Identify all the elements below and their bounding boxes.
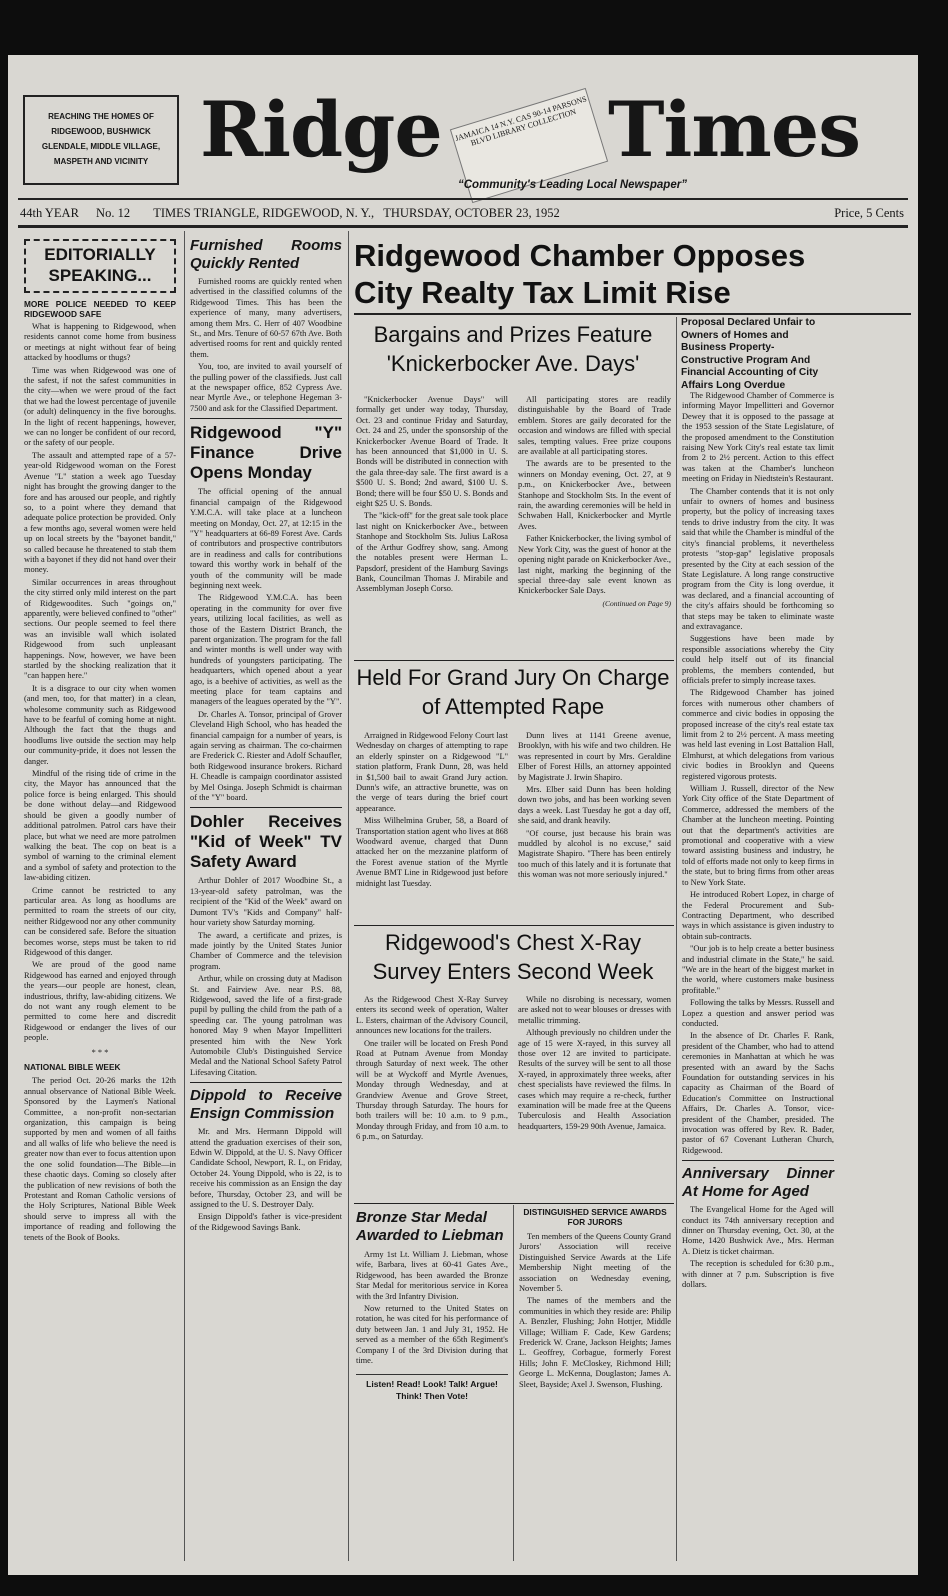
editorial-paragraph: The period Oct. 20-26 marks the 12th annual observance of National Bible Week. Sponsored by the Laymen's National Committee, a non-profit non-sectarian organization, this campaign is being supported by men and women of all faiths and all walks of life who believe the need is greater now than ever to focus attention upon the one solid foundation—The Bible—in these chaotic days. Coming so closely after the publication of new revisions of both the Protestant and Roman Catholic versions of the Holy Scriptures, National Bible Week should serve to impress all with the importance of reading and following the tenets of the Book of Books.: [24, 1076, 176, 1242]
article-paragraph: The award, a certificate and prizes, is made jointly by the United States Junior Chamber of Commerce and the television program.: [190, 930, 342, 971]
bargains-col-a: [356, 395, 508, 597]
article-paragraph: Arthur Dohler of 2017 Woodbine St., a 13-year-old safety patrolman, was the recipient of the "Kid of the Week" award on Dumont TV's "Kids and Company" half-hour variety show Saturday morning.: [190, 876, 342, 928]
article-paragraph: Army 1st Lt. William J. Liebman, whose wife, Barbara, lives at 60-41 Gates Ave., Ridgewood, has been awarded the Bronze Star Medal for meritorious service in Korea with the 3rd Infantry Division.: [356, 1250, 508, 1301]
library-stamp-text: JAMAICA 14 N.Y. CAS 90-14 PARSONS BLVD LIBRARY COLLECTION: [453, 94, 588, 148]
xray-headline: Ridgewood's Chest X-Ray Survey Enters Second Week: [372, 930, 654, 984]
tagline-text: Community's Leading Local Newspaper: [463, 179, 682, 191]
dateline-date: THURSDAY, OCTOBER 23, 1952: [383, 206, 560, 220]
editorial-paragraph: Crime cannot be restricted to any particular area. As long as hoodlums are permitted to roam the streets of our city, neither Ridgewood nor any other community can be considered safe. Before the situation becomes worse, steps must be taken to rid Ridgewood of this danger.: [24, 885, 176, 957]
article-paragraph: He introduced Robert Lopez, in charge of the Federal Procurement and Sub-Contracting Department, who described ways in which assistance is given industry to obtain sub-contracts.: [682, 890, 834, 941]
masthead-title-left: Ridge: [200, 85, 442, 174]
column-rule: [676, 317, 677, 1561]
article-paragraph: The names of the members and the communities in which they reside are: Philip A. Benzler, Flushing; John Hottjer, Middle Village; William F. Cade, Kew Gardens; Frederick W. Crane, Jackson Heights; James L. Geoffrey, Corbague, formerly Forest Hills; John F. McCloskey, Richmond Hill; George L. McKenna, Douglaston; James A. Sleet, Bayside; Axel J. Swenson, Flushing.: [519, 1296, 671, 1389]
column-two: [190, 237, 342, 1235]
editorial-paragraph: What is happening to Ridgewood, when residents cannot come home from business or meetings at night without fear of being attacked by hoodlums or thugs?: [24, 322, 176, 363]
editorial-paragraph: Mindful of the rising tide of crime in the city, the Mayor has announced that the police force is being enlarged. This should be done without delay—and Ridgewood should be given a goodly number of additional patrolmen. Patrol cars have their place, but what we need are more patrolmen walking the beat. The cop on beat is a symbol of warning to the criminal element and a symbol of safety and protection to the law-abiding citizen.: [24, 769, 176, 883]
grand-jury-headline: Held For Grand Jury On Charge of Attempted Rape: [356, 665, 670, 719]
article-paragraph: The reception is scheduled for 6:30 p.m., with dinner at 7 p.m. Subscription is five dollars.: [682, 1259, 834, 1290]
article-paragraph: As the Ridgewood Chest X-Ray Survey enters its second week of operation, Walter L. Esters, chairman of the Advisory Council, announces new locations for the trailers.: [356, 995, 508, 1036]
article-paragraph: Miss Wilhelmina Gruber, 58, a Board of Transportation station agent who lives at 868 Woodward avenue, charged that Dunn attacked her on the mezzanine platform of the Forest avenue station of the Myrtle Avenue BMT Line in Ridgewood just before midnight last Tuesday.: [356, 816, 508, 888]
chamber-story: [682, 391, 834, 1293]
masthead-rule-top: [18, 198, 908, 200]
article-paragraph: Suggestions have been made by responsible associations whereby the City could help itself out of its financial problems, the members contended, but officials prefer to simply increase taxes.: [682, 634, 834, 685]
newspaper-page: [8, 55, 918, 1575]
article-paragraph: All participating stores are readily distinguishable by the Board of Trade emblem. Stores are gaily decorated for the occasion and windows are filled with special sales, tempting values. Free prize coupons are available at all participating stores.: [518, 395, 671, 457]
chamber-subhead: [681, 317, 831, 392]
chamber-subhead-text: Proposal Declared Unfair to Owners of Homes and Business Property-Constructive Program And Financial Accounting of City Affairs Long Overdue: [681, 317, 819, 391]
vote-tagline: Listen! Read! Look! Talk! Argue! Think! Then Vote!: [356, 1374, 508, 1402]
masthead-rule-bottom: [18, 225, 908, 228]
article-paragraph: Arthur, while on crossing duty at Madison St. and Fairview Ave. near P.S. 88, Ridgewood, saved the life of a first-grade pupil by pulling the child from the path of a speeding car. The young patrolman was honored May 9 when Mayor Impellitteri presented him with the New York Automobile Club's Distinguished Service Medal and the National School Safety Patrol Lifesaving Citation.: [190, 974, 342, 1077]
article-paragraph: "Knickerbocker Avenue Days" will formally get under way today, Thursday, Oct. 23 and continue Friday and Saturday, Oct. 24 and 25, under the sponsorship of the Knickerbocker Avenue Board of Trade. It has been announced that $1,000 in U. S. Bonds will be distributed in connection with the gala three-day sale. The first award is a $500 U. S. Bond; 2nd award, $100 U. S. Bond; there will be four $50 U. S. Bonds and eight $25 U. S. Bonds.: [356, 395, 508, 509]
editorial-header-text: EDITORIALLY SPEAKING...: [44, 245, 156, 285]
article-paragraph: Dunn lives at 1141 Greene avenue, Brooklyn, with his wife and two children. He was represented in court by Mrs. Geraldine Elber of Forest Hills, an attorney appointed by Magistrate J. Irwin Shapiro.: [518, 731, 671, 782]
dateline-year: 44th YEAR: [20, 206, 79, 220]
article-paragraph: One trailer will be located on Fresh Pond Road at Putnam Avenue from Monday through Saturday of next week. The other will be at Wyckoff and Myrtle Avenues, Monday through Wednesday, and at Grandview Avenue and Grove Street, Thursday through Saturday. The hours for both trailers will be: 10 a.m. to 9 p.m., Monday through Friday, and from 10 a.m. to 6 p.m., on Saturday.: [356, 1038, 508, 1142]
article-paragraph: "Our job is to help create a better business and industrial climate in the State," he said. "We are in the heart of the biggest market in the world, where customers make business profitable.": [682, 944, 834, 995]
bronze-star-story: [356, 1209, 508, 1402]
continued-note: (Continued on Page 9): [602, 598, 671, 608]
article-paragraph: The Ridgewood Y.M.C.A. has been operating in the community for over five years, utilizing local facilities, as well as those of the Eastern District Branch, the parent organization. The program for the fall and winter months is well under way with hundreds of youngsters participating. The headquarters, which opened about a year ago, is a beehive of activities, as well as the meeting place for team captains and managers of the leagues operated by the "Y".: [190, 593, 342, 707]
article-paragraph: In the absence of Dr. Charles F. Rank, president of the Chamber, who had to attend ceremonies in Manhattan at which he was presented with an award by the Sachs Foundation for outstanding services in his capacity as Chairman of the Board of Education's Committee on Instructional Affairs, Dr. Charles A. Tonsor, vice-president of the Chamber, presided. The invocation was offered by Rev. R. Bader, pastor of 67 Covenant Lutheran Church, Ridgewood.: [682, 1031, 834, 1155]
article-paragraph: Now returned to the United States on rotation, he was cited for his performance of duty between Jan. 1 and July 31, 1952. He served as a member of the 65th Regiment's Company I of the 3rd Division during that time.: [356, 1304, 508, 1366]
article-paragraph: William J. Russell, director of the New York City office of the State Department of Commerce, addressed the members of the Chamber at the luncheon meeting. Pointing out that the department's activities are promotional and cooperative with a view toward assisting business and industry, he told of efforts made not only to keep firms in the state, but to bring firms from other areas to New York State.: [682, 784, 834, 887]
article-paragraph: The Ridgewood Chamber of Commerce is informing Mayor Impellitteri and Governor Dewey that it is opposed to the passage at the 1953 session of the State Legislature, of the proposed amendment to the Constitution raising New York City's real estate tax limit from 2 to 2½ percent. Action to this effect was taken at the Chamber's luncheon meeting on Friday in Niedtstein's Restaurant.: [682, 391, 834, 484]
xray-col-b: [518, 995, 671, 1134]
distinguished-story: [519, 1207, 671, 1392]
furnished-rooms-headline: Furnished Rooms Quickly Rented: [190, 237, 342, 272]
editorial-header: [24, 239, 176, 293]
masthead-title-right: Times: [608, 85, 860, 174]
article-paragraph: Ten members of the Queens County Grand Jurors' Association will receive Distinguished Service Awards at the Life Membership Night meeting of the association on Wednesday evening, November 5.: [519, 1232, 671, 1294]
xray-col-a: [356, 995, 508, 1145]
y-finance-headline: Ridgewood "Y" Finance Drive Opens Monday: [190, 423, 342, 483]
separator-stars: * * *: [91, 1047, 109, 1057]
reach-box-text: REACHING THE HOMES OF RIDGEWOOD, BUSHWICK GLENDALE, MIDDLE VILLAGE, MASPETH AND VICINITY: [41, 112, 161, 166]
article-paragraph: The Chamber contends that it is not only unfair to owners of homes and business property, but the policy of increasing taxes tends to drive industry from the city. It was said that while the Chamber is mindful of the city's financial problems, it nevertheless protests "stop-gap" legislative proposals presented by the City at each session of the State Legislature. A long range constructive program from the City is long overdue, it was declared, and a financial accounting of the city's affairs should be forthcoming so that steps may be taken to eliminate waste and extravagance.: [682, 486, 834, 631]
article-paragraph: Arraigned in Ridgewood Felony Court last Wednesday on charges of attempting to rape an elderly spinster on a Ridgewood "L" station platform, Frank Dunn, 28, was held in $1,500 bail to await Grand Jury action. Dunn's wife, an attractive brunette, was on the verge of tears during the brief court appearance.: [356, 731, 508, 813]
article-paragraph: You, too, are invited to avail yourself of the pulling power of the classifieds. Just call at the newspaper office, 852 Cypress Ave. near Myrtle Ave., or telephone Hegeman 3-7500 and ask for the Classified Department.: [190, 362, 342, 413]
distinguished-headline: DISTINGUISHED SERVICE AWARDS FOR JURORS: [523, 1207, 667, 1227]
article-paragraph: Father Knickerbocker, the living symbol of New York City, was the guest of honor at the opening night parade on Knickerbocker Ave., last night, marking the beginning of the special three-day sale event known as Knickerbocker Sale Days.: [518, 534, 671, 596]
article-paragraph: The Ridgewood Chamber has joined forces with numerous other chambers of commerce and civic bodies in opposing the proposed increase of the city's real estate tax limit from 2 to 2½ percent. A mass meeting was held last evening in Lost Battalion Hall, Elmhurst, at which delegations from various civic bodies in Brooklyn and Queens registered vigorous protests.: [682, 688, 834, 781]
tagline: “Community's Leading Local Newspaper”: [458, 179, 687, 191]
article-paragraph: "Of course, just because his brain was muddled by alcohol is no excuse," said Magistrate Shapiro. "There has been entirely too much of this lately and it is fortunate that this woman was not more seriously injured.": [518, 828, 671, 880]
column-rule: [348, 231, 349, 1561]
jury-col-b: [518, 731, 671, 883]
article-paragraph: Furnished rooms are quickly rented when advertised in the classified columns of the Ridgewood Times. This has been the experience of many, many advertisers, among them Mrs. C. Herr of 407 Woodbine St., and Mrs. Tenure of 60-57 67th Ave. Both advertised rooms for rent and quickly rented them.: [190, 277, 342, 359]
article-paragraph: The "kick-off" for the great sale took place last night on Knickerbocker Ave., between Stanhope and Stockholm Sts. Julius LaRosa of the Arthur Godfrey show, sang. Among the notables present were Herman L. Papsdorf, president of the Hamburg Savings Bank, Councilman Thomas J. Mirabile and Assemblyman Joseph Corso.: [356, 511, 508, 594]
lead-headline: Ridgewood Chamber Opposes City Realty Tax Limit Rise: [354, 238, 806, 310]
article-paragraph: The Evangelical Home for the Aged will conduct its 74th anniversary reception and dinner on Thursday evening, Oct. 30, at the Home, 1420 Bushwick Ave., Mrs. Herman A. Dietz is ticket chairman.: [682, 1205, 834, 1256]
dippold-headline: Dippold to Receive Ensign Commission: [190, 1087, 342, 1123]
editorial-column: [24, 299, 176, 1245]
dateline-number: No. 12: [96, 206, 131, 220]
article-paragraph: Mr. and Mrs. Hermann Dippold will attend the graduation exercises of their son, Edwin W. Dippold, at the U. S. Navy Officer Candidate School, Newport, R. I., on Friday, October 24. Young Dippold, who is 22, is to receive his commission as an Ensign the day before, Thursday, October 23, and will be assigned to the U. S. Destroyer Daly.: [190, 1127, 342, 1210]
bronze-star-headline: Bronze Star Medal Awarded to Liebman: [356, 1209, 504, 1244]
editorial-paragraph: It is a disgrace to our city when women (and men, too, for that matter) in a clean, wholesome community such as Ridgewood have to be fearful of coming home at night. Although the fact that the thugs and hoodlums live outside the section may help our community-pride, it does not lessen the danger.: [24, 683, 176, 766]
dateline-location: TIMES TRIANGLE, RIDGEWOOD, N. Y.,: [153, 206, 375, 220]
bargains-headline: Bargains and Prizes Feature 'Knickerbocker Ave. Days': [373, 322, 653, 376]
dateline-price: Price, 5 Cents: [834, 206, 904, 220]
editorial-paragraph: Similar occurrences in areas throughout the city stirred only mild interest on the part of Ridgewoodites. Such "goings on," apparently, were believed confined to "other" sections. Our people seemed to feel there was an invisible wall which isolated Ridgewood from such unpleasant happenings. Now, however, we have been startled by the shocking realization that it "can happen here.": [24, 577, 176, 681]
article-paragraph: Ensign Dippold's father is vice-president of the Ridgewood Savings Bank.: [190, 1212, 342, 1232]
reach-box: [23, 95, 179, 185]
anniversary-headline: Anniversary Dinner At Home for Aged: [682, 1165, 834, 1201]
dohler-headline: Dohler Receives "Kid of Week" TV Safety Award: [190, 812, 342, 872]
article-paragraph: The official opening of the annual financial campaign of the Ridgewood Y.M.C.A. will take place at a luncheon meeting on Monday, Oct. 27, at 12:15 in the "Y" headquarters at 66-89 Forest Ave. Cards of contributors and prospective contributors are in readiness and calls for contributions toward this worthy work in behalf of the youth of the community will be made beginning next week.: [190, 487, 342, 590]
editorial-paragraph: We are proud of the good name Ridgewood has earned and enjoyed through the years—our people are honest, clean, industrious, thrifty, law-abiding citizens. We do not want any rough element to be permitted to come here and discredit Ridgewood or endanger the lives of our people.: [24, 960, 176, 1043]
article-paragraph: While no disrobing is necessary, women are asked not to wear blouses or dresses with metallic trimming.: [518, 995, 671, 1025]
editorial-paragraph: Time was when Ridgewood was one of the safest, if not the safest communities in the city—when we were proud of the fact that we had the lowest percentage of juvenile (or adult) delinquency in the five boroughs. In the light of recent happenings, however, we can no longer be confident of our record, or the safety of our people.: [24, 365, 176, 448]
bible-week-subhead: NATIONAL BIBLE WEEK: [24, 1062, 121, 1073]
editorial-subhead: MORE POLICE NEEDED TO KEEP RIDGEWOOD SAFE: [24, 299, 176, 319]
article-paragraph: Mrs. Elber said Dunn has been holding down two jobs, and has been working seven days a week. Last Tuesday he got a day off, she said, and drank heavily.: [518, 785, 671, 826]
article-paragraph: Dr. Charles A. Tonsor, principal of Grover Cleveland High School, who has headed the financial campaign for a number of years, is again serving as chairman. The co-chairmen are Frederick C. Riester and Adolf Schaufler, both Ridgewood insurance brokers. Richard H. Cheadle is campaign coordinator assisted by Mel Osinga. Joseph Schmidt is chairman of the "Y" board.: [190, 709, 342, 803]
bargains-col-b: [518, 395, 671, 609]
article-paragraph: Following the talks by Messrs. Russell and Lopez a question and answer period was conducted.: [682, 998, 835, 1028]
dateline: [20, 206, 906, 221]
article-paragraph: Although previously no children under the age of 15 were X-rayed, in this survey all those over 12 are invited to participate. Results of the survey will be sent to all those X-rayed, in approximately three weeks, after chest specialists have reviewed the films. In cases which may require a re-check, further examination will be made free at the Queens Tuberculosis and Health Association headquarters, 159-29 90th Avenue, Jamaica.: [518, 1028, 671, 1131]
article-paragraph: The awards are to be presented to the winners on Monday evening, Oct. 27, at 9 p.m., on Knickerbocker Ave., between Stanhope and Stockholm Sts. In the event of rain, the awarding ceremonies will be held in Schwaben Hall, Knickerbocker and Myrtle Aves.: [518, 459, 671, 531]
jury-col-a: [356, 731, 508, 891]
editorial-paragraph: The assault and attempted rape of a 57-year-old Ridgewood woman on the Forest Avenue "L" station a week ago Tuesday night has brought the growing danger to the fore and has aroused our people, and rightly so, to a point where they demand that adequate police protection be provided. Only a few months ago, several women were held up on local streets by the "bayonet bandit," so called because he threatened to stab them with a bayonet if they did not hand over their money.: [24, 450, 176, 575]
column-rule: [184, 231, 185, 1561]
